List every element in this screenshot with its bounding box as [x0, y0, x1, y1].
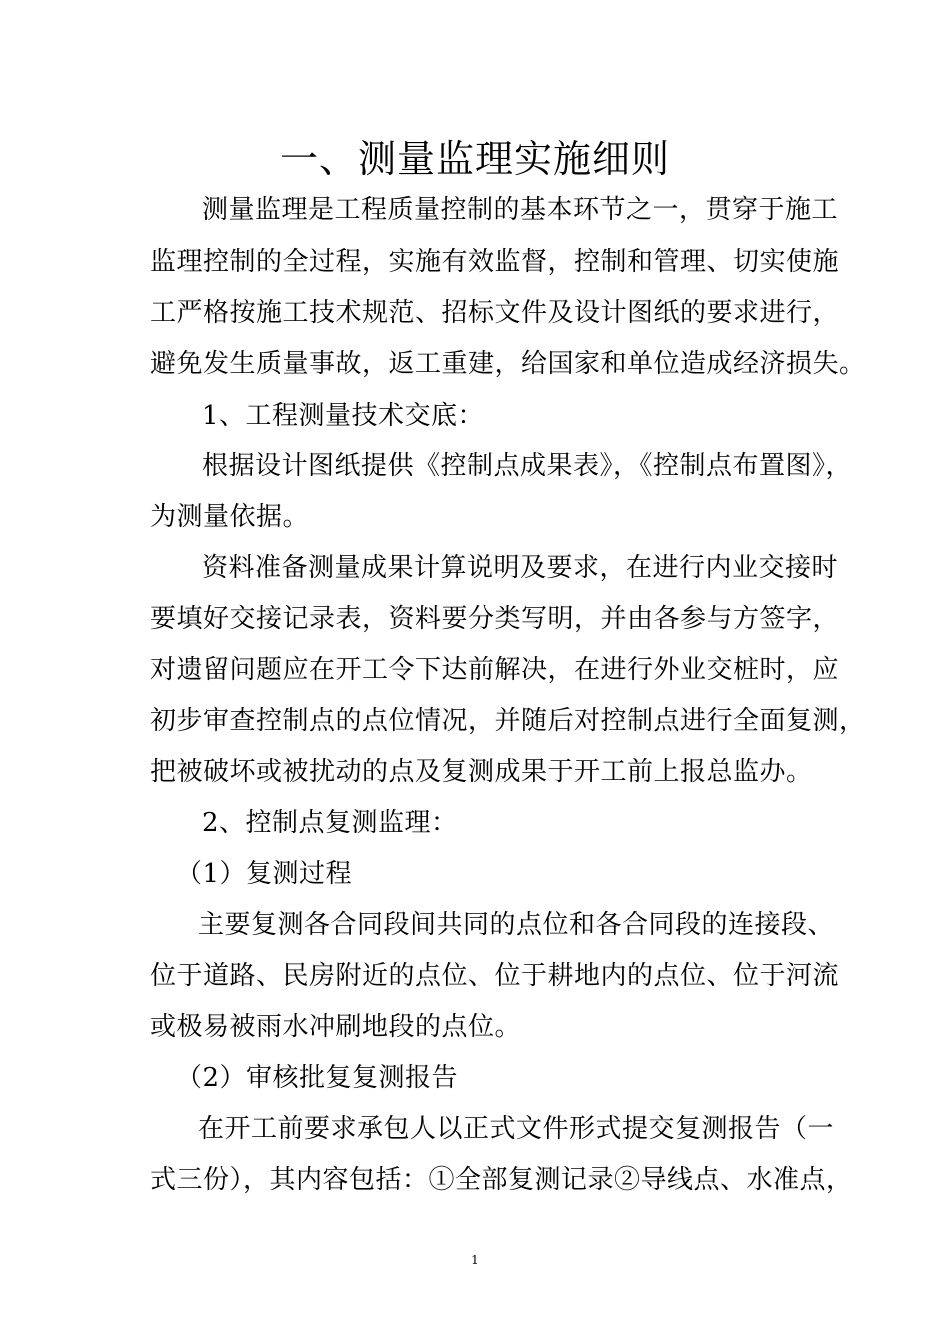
paragraph-line: 初步审查控制点的点位情况，并随后对控制点进行全面复测，: [150, 706, 866, 736]
paragraph-line: 在开工前要求承包人以正式文件形式提交复测报告（一: [198, 1114, 835, 1144]
paragraph-line: 要填好交接记录表，资料要分类写明，并由各参与方签字，: [150, 604, 840, 634]
paragraph-line: 把被破坏或被扰动的点及复测成果于开工前上报总监办。: [150, 757, 813, 787]
paragraph-line: 对遗留问题应在开工令下达前解决，在进行外业交桩时，应: [150, 655, 840, 685]
paragraph-line: 资料准备测量成果计算说明及要求，在进行内业交接时: [202, 553, 839, 583]
paragraph-line: 避免发生质量事故，返工重建，给国家和单位造成经济损失。: [150, 349, 866, 379]
paragraph-line: 或极易被雨水冲刷地段的点位。: [150, 1012, 522, 1042]
subsection-heading: （1）复测过程: [176, 859, 353, 889]
paragraph-line: 位于道路、民房附近的点位、位于耕地内的点位、位于河流: [150, 961, 840, 991]
section-heading: 1、工程测量技术交底：: [202, 401, 485, 431]
paragraph-line: 根据设计图纸提供《控制点成果表》，《控制点布置图》，: [202, 451, 853, 481]
paragraph-line: 监理控制的全过程，实施有效监督，控制和管理、切实使施: [150, 247, 840, 277]
section-heading: 2、控制点复测监理：: [202, 808, 458, 838]
paragraph-line: 工严格按施工技术规范、招标文件及设计图纸的要求进行，: [150, 298, 840, 328]
paragraph-line: 测量监理是工程质量控制的基本环节之一，贯穿于施工: [202, 195, 839, 225]
page-title: 一、测量监理实施细则: [279, 137, 670, 181]
paragraph-line: 式三份），其内容包括：①全部复测记录②导线点、水准点，: [150, 1165, 853, 1195]
paragraph-line: 主要复测各合同段间共同的点位和各合同段的连接段、: [198, 910, 835, 940]
subsection-heading: （2）审核批复复测报告: [176, 1063, 459, 1093]
page-number: 1: [471, 1253, 479, 1267]
paragraph-line: 为测量依据。: [150, 502, 310, 532]
